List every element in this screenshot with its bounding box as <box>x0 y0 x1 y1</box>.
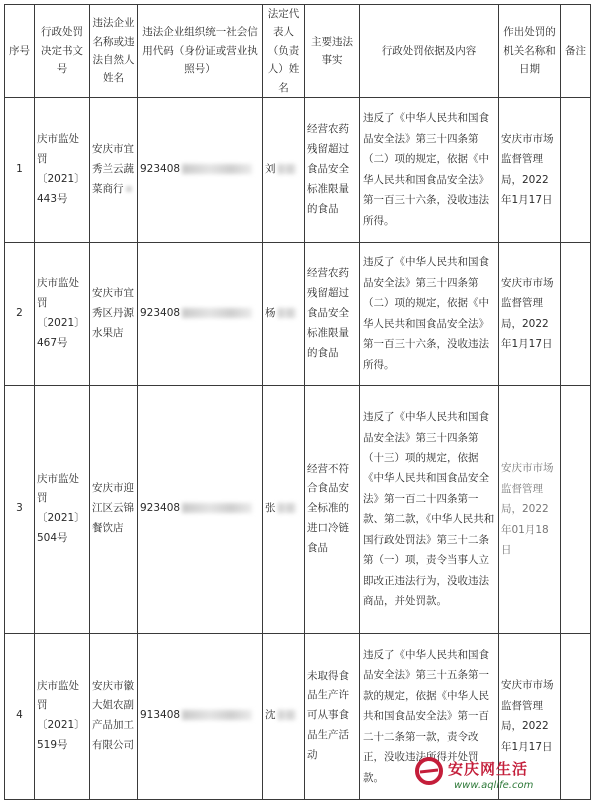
watermark <box>414 756 590 798</box>
table-row <box>5 97 591 242</box>
cell-rep <box>263 633 305 799</box>
header-note: 备注 <box>561 5 591 98</box>
cell-fact: 经营不符合食品安全标准的进口冷链食品 <box>305 385 360 633</box>
cell-rep <box>263 242 305 385</box>
penalty-table <box>4 4 591 800</box>
redaction-blur <box>182 503 252 513</box>
cell-rep <box>263 97 305 242</box>
redaction-blur <box>278 503 296 513</box>
redaction-blur <box>126 186 132 192</box>
header-row <box>5 5 591 98</box>
redaction-blur <box>278 308 296 318</box>
cell-name: 安庆市迎江区云锦餐饮店 <box>90 385 138 633</box>
header-code: 违法企业组织统一社会信用代码（身份证或营业执照号） <box>138 5 263 98</box>
header-name: 违法企业名称或违法自然人姓名 <box>90 5 138 98</box>
redaction-blur <box>182 710 252 720</box>
header-org: 作出处罚的机关名称和日期 <box>499 5 561 98</box>
cell-basis: 违反了《中华人民共和国食品安全法》第三十四条第（十三）项的规定，依据《中华人民共和国食品安全法》第一百二十四条第一款、第二款，《中华人民共和国行政处罚法》第三十二条第（一）项，责令当事人立即改正违法行为，没收违法商品，并处罚款。 <box>360 385 499 633</box>
cell-code <box>138 633 263 799</box>
site-logo-icon <box>414 756 444 786</box>
cell-fact: 未取得食品生产许可从事食品生产活动 <box>305 633 360 799</box>
cell-code <box>138 242 263 385</box>
header-no: 序号 <box>5 5 35 98</box>
header-doc: 行政处罚决定书文号 <box>35 5 90 98</box>
cell-rep <box>263 385 305 633</box>
rep-text: 杨 <box>265 306 276 319</box>
header-fact: 主要违法事实 <box>305 5 360 98</box>
header-basis: 行政处罚依据及内容 <box>360 5 499 98</box>
watermark-text: 安庆网生活 <box>448 760 529 778</box>
name-text: 安庆市宜秀兰云蔬菜商行 <box>92 142 134 195</box>
cell-fact: 经营农药残留超过食品安全标准限量的食品 <box>305 97 360 242</box>
cell-org: 安庆市市场监督管理局，2022年1月17日 <box>499 97 561 242</box>
cell-no: 4 <box>5 633 35 799</box>
cell-no: 1 <box>5 97 35 242</box>
code-text: 923408 <box>140 162 181 175</box>
rep-text: 张 <box>265 502 276 515</box>
table-row <box>5 385 591 633</box>
redaction-blur <box>182 308 252 318</box>
redaction-blur <box>278 164 296 174</box>
code-text: 923408 <box>140 502 181 515</box>
cell-basis: 违反了《中华人民共和国食品安全法》第三十五条第一款的规定，依据《中华人民共和国食品安全法》第一百二十二条第一款，责令改正，没收违法所得并处罚款。 <box>360 633 499 799</box>
table-row <box>5 242 591 385</box>
redaction-blur <box>182 164 252 174</box>
cell-org: 安庆市市场监督管理局，2022年1月17日 <box>499 633 561 799</box>
code-text: 913408 <box>140 709 181 722</box>
cell-name: 安庆市徽大姐农副产品加工有限公司 <box>90 633 138 799</box>
cell-name: 安庆市宜秀区丹源水果店 <box>90 242 138 385</box>
cell-fact: 经营农药残留超过食品安全标准限量的食品 <box>305 242 360 385</box>
watermark-url: www.aqlife.com <box>454 780 534 791</box>
cell-no: 3 <box>5 385 35 633</box>
cell-doc: 庆市监处罚〔2021〕519号 <box>35 633 90 799</box>
cell-note <box>561 242 591 385</box>
cell-org: 安庆市市场监督管理局，2022年1月17日 <box>499 242 561 385</box>
cell-doc: 庆市监处罚〔2021〕443号 <box>35 97 90 242</box>
redaction-blur <box>278 710 296 720</box>
cell-org: 安庆市市场监督管理局，2022年01月18日 <box>499 385 561 633</box>
cell-no: 2 <box>5 242 35 385</box>
cell-basis: 违反了《中华人民共和国食品安全法》第三十四条第（二）项的规定，依据《中华人民共和国食品安全法》第一百三十六条，没收违法所得。 <box>360 242 499 385</box>
cell-name <box>90 97 138 242</box>
rep-text: 沈 <box>265 709 276 722</box>
cell-code <box>138 97 263 242</box>
cell-note <box>561 385 591 633</box>
cell-doc: 庆市监处罚〔2021〕467号 <box>35 242 90 385</box>
cell-doc: 庆市监处罚〔2021〕504号 <box>35 385 90 633</box>
rep-text: 刘 <box>265 162 276 175</box>
cell-code <box>138 385 263 633</box>
code-text: 923408 <box>140 306 181 319</box>
header-rep: 法定代表人（负责人）姓名 <box>263 5 305 98</box>
cell-basis: 违反了《中华人民共和国食品安全法》第三十四条第（二）项的规定，依据《中华人民共和国食品安全法》第一百三十六条，没收违法所得。 <box>360 97 499 242</box>
cell-note <box>561 97 591 242</box>
